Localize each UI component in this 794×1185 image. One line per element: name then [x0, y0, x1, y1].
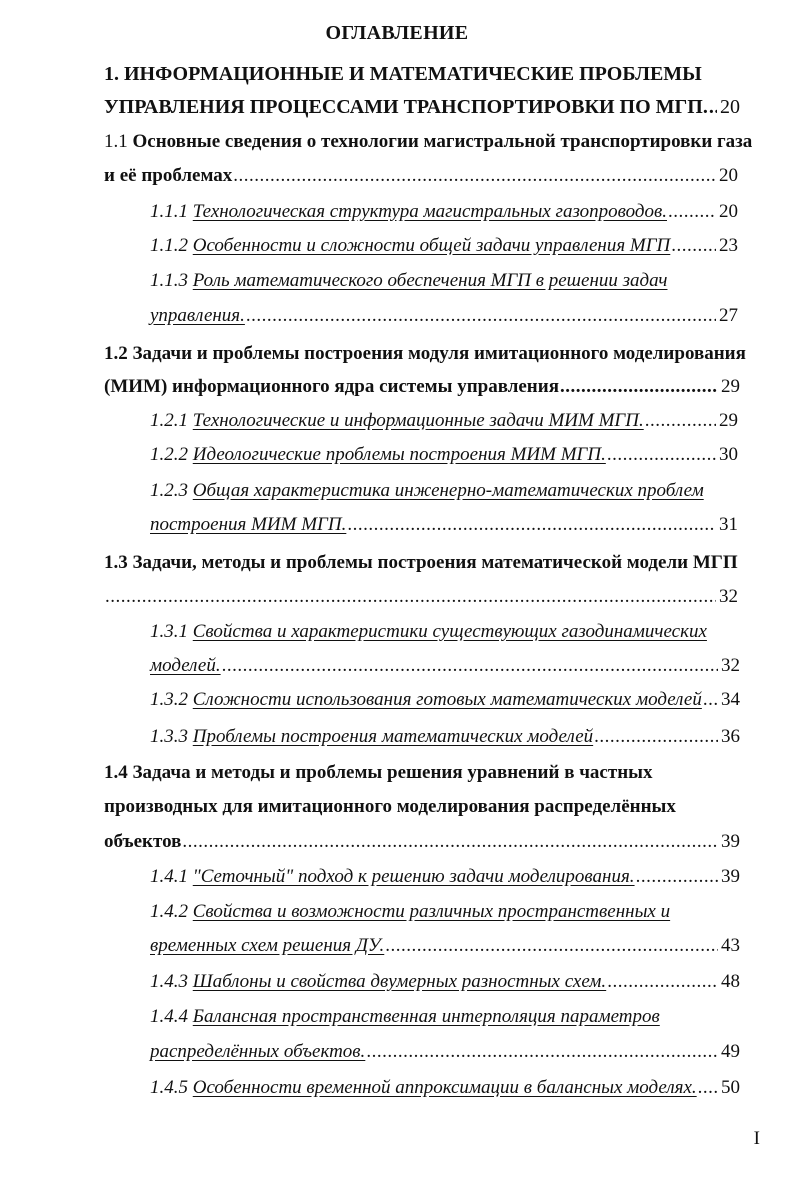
- entry-link[interactable]: Проблемы построения математических моделей: [192, 726, 594, 747]
- entry-number: 1.1: [104, 131, 128, 152]
- entry-link[interactable]: управления.: [150, 305, 245, 326]
- entry-link[interactable]: Идеологические проблемы построения МИМ МГП.: [192, 444, 606, 465]
- leader-dots: [222, 654, 718, 678]
- entry-number: 1.2.1: [150, 410, 188, 431]
- page-number: 50: [721, 1077, 740, 1098]
- page-number: 39: [721, 866, 740, 887]
- entry-title: и её проблемах: [104, 165, 233, 186]
- page-number: 27: [719, 305, 738, 326]
- entry-link[interactable]: построения МИМ МГП.: [150, 514, 347, 535]
- toc-entry-1-2: [104, 342, 746, 366]
- leader-dots: [366, 1040, 718, 1064]
- toc-entry-1-4-1: [150, 865, 740, 889]
- entry-number: 1.4.4: [150, 1006, 188, 1027]
- entry-link[interactable]: временных схем решения ДУ.: [150, 935, 385, 956]
- entry-title: Задачи и проблемы построения модуля имитационного моделирования: [132, 343, 746, 364]
- page-number: 32: [721, 655, 740, 676]
- page-number: 31: [719, 514, 738, 535]
- entry-title: Задача и методы и проблемы решения уравнений в частных: [132, 762, 653, 783]
- entry-link[interactable]: Особенности временной аппроксимации в балансных моделях.: [192, 1077, 697, 1098]
- toc-entry-1-1: [104, 130, 752, 154]
- page-number: 32: [719, 586, 738, 607]
- leader-dots: [636, 865, 718, 889]
- leader-dots: [698, 1076, 718, 1100]
- entry-link[interactable]: Сложности использования готовых математических моделей: [192, 689, 702, 710]
- entry-number: 1.2: [104, 343, 128, 364]
- toc-entry-1-3-2: [150, 688, 740, 712]
- leader-dots: [709, 95, 717, 119]
- page-number: 23: [719, 235, 738, 256]
- page-number: 29: [721, 376, 740, 397]
- leader-dots: [671, 234, 716, 258]
- leader-dots: [233, 164, 716, 188]
- entry-title: (МИМ) информационного ядра системы управления: [104, 376, 559, 397]
- toc-entry-1-4-2: [150, 900, 670, 924]
- entry-number: 1.3.1: [150, 621, 188, 642]
- leader-dots: [645, 409, 716, 433]
- toc-entry-1-3-3: [150, 725, 740, 749]
- leader-dots: [246, 304, 716, 328]
- toc-entry-1-2-cont: [104, 375, 740, 399]
- entry-link[interactable]: "Сеточный" подход к решению задачи моделирования.: [192, 866, 635, 887]
- leader-dots: [182, 830, 718, 854]
- toc-entry-1-2-1: [150, 409, 738, 433]
- leader-dots: [594, 725, 718, 749]
- entry-number: 1.1.2: [150, 235, 188, 256]
- toc-entry-1-2-3: [150, 479, 704, 503]
- entry-link[interactable]: Свойства и характеристики существующих газодинамических: [192, 621, 707, 642]
- entry-title: Задачи, методы и проблемы построения математической модели МГП: [132, 552, 738, 573]
- toc-entry-1-4: [104, 761, 652, 785]
- entry-link[interactable]: Шаблоны и свойства двумерных разностных схем.: [192, 971, 607, 992]
- toc-entry-1-3-1: [150, 620, 707, 644]
- page-number: 34: [721, 689, 740, 710]
- entry-number: 1.1.1: [150, 201, 188, 222]
- toc-entry-1-4-4: [150, 1005, 660, 1029]
- toc-entry-1-4-4-cont: [150, 1040, 740, 1064]
- leader-dots: [560, 375, 718, 399]
- entry-number: 1.4.1: [150, 866, 188, 887]
- entry-number: 1.3.2: [150, 689, 188, 710]
- leader-dots: [105, 585, 716, 609]
- toc-entry-1-3-1-cont: [150, 654, 740, 678]
- entry-link[interactable]: Особенности и сложности общей задачи управления МГП: [192, 235, 671, 256]
- entry-title: УПРАВЛЕНИЯ ПРОЦЕССАМИ ТРАНСПОРТИРОВКИ ПО МГП.: [104, 96, 708, 118]
- entry-link[interactable]: Технологическая структура магистральных газопроводов.: [192, 201, 667, 222]
- toc-entry-1-1-1: [150, 200, 738, 224]
- toc-entry-1-1-cont: [104, 164, 738, 188]
- page-number: 20: [719, 201, 738, 222]
- entry-link[interactable]: моделей.: [150, 655, 221, 676]
- page-number: 20: [720, 96, 740, 118]
- page-number: 48: [721, 971, 740, 992]
- entry-number: 1.2.3: [150, 480, 188, 501]
- toc-entry-1-3: [104, 551, 738, 575]
- entry-title: производных для имитационного моделирования распределённых: [104, 796, 676, 817]
- toc-entry-1-1-3-cont: [150, 304, 738, 328]
- page-number: 43: [721, 935, 740, 956]
- toc-entry-1-1-3: [150, 269, 667, 293]
- entry-link[interactable]: Балансная пространственная интерполяция параметров: [192, 1006, 660, 1027]
- toc-entry-1-2-2: [150, 443, 738, 467]
- toc-entry-1-1-2: [150, 234, 738, 258]
- toc-entry-1-cont: [104, 95, 740, 119]
- entry-link[interactable]: Роль математического обеспечения МГП в решении задач: [192, 270, 668, 291]
- toc-entry-1-4-5: [150, 1076, 740, 1100]
- entry-title: объектов: [104, 831, 182, 852]
- entry-title: ИНФОРМАЦИОННЫЕ И МАТЕМАТИЧЕСКИЕ ПРОБЛЕМЫ: [124, 63, 702, 85]
- page-number: 49: [721, 1041, 740, 1062]
- entry-number: 1.4.5: [150, 1077, 188, 1098]
- toc-entry-1-4-2-cont: [150, 934, 740, 958]
- leader-dots: [607, 443, 716, 467]
- entry-link[interactable]: Технологические и информационные задачи МИМ МГП.: [192, 410, 644, 431]
- toc-entry-1-4-3: [150, 970, 740, 994]
- leader-dots: [703, 688, 718, 712]
- page-number: 30: [719, 444, 738, 465]
- entry-link[interactable]: распределённых объектов.: [150, 1041, 366, 1062]
- toc-entry-1-3-cont: [104, 585, 738, 609]
- page-folio: I: [753, 1128, 760, 1149]
- leader-dots: [347, 513, 716, 537]
- entry-number: 1.4.2: [150, 901, 188, 922]
- entry-title: Основные сведения о технологии магистральной транспортировки газа: [132, 131, 753, 152]
- toc-entry-1-4-cont2: [104, 830, 740, 854]
- leader-dots: [607, 970, 718, 994]
- page-number: 20: [719, 165, 738, 186]
- toc-entry-1-4-cont: [104, 795, 676, 819]
- entry-number: 1.2.2: [150, 444, 188, 465]
- page-number: 39: [721, 831, 740, 852]
- page-number: 29: [719, 410, 738, 431]
- leader-dots: [668, 200, 716, 224]
- leader-dots: [385, 934, 718, 958]
- entry-number: 1.3: [104, 552, 128, 573]
- entry-number: 1.1.3: [150, 270, 188, 291]
- entry-link[interactable]: Свойства и возможности различных пространственных и: [192, 901, 671, 922]
- toc-entry-1: [104, 62, 702, 86]
- entry-number: 1.3.3: [150, 726, 188, 747]
- page-number: 36: [721, 726, 740, 747]
- toc-entry-1-2-3-cont: [150, 513, 738, 537]
- entry-number: 1.: [104, 63, 119, 85]
- entry-link[interactable]: Общая характеристика инженерно-математических проблем: [192, 480, 704, 501]
- entry-number: 1.4.3: [150, 971, 188, 992]
- entry-number: 1.4: [104, 762, 128, 783]
- page-title: ОГЛАВЛЕНИЕ: [325, 22, 469, 44]
